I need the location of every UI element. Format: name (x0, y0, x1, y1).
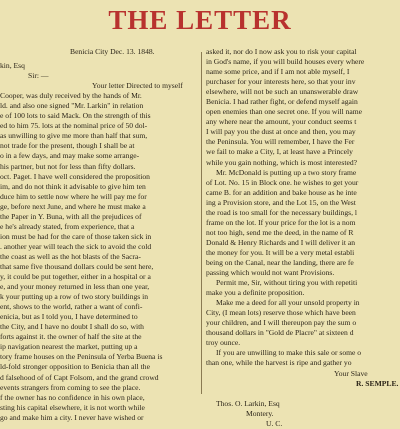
column-divider (201, 52, 202, 394)
left-column-line: k your putting up a row of two story buildings in (0, 292, 149, 302)
left-column-line: ion must be had for the care of those taken sick in (0, 231, 152, 241)
right-column-line: asked it, nor do I now ask you to risk your capital (206, 47, 357, 56)
right-column-line: the money for you. It will be a very metal establi (206, 247, 355, 257)
left-column-line: the Paper in Y. Buna, with all the prejudices of (0, 211, 142, 221)
left-column-line: ld. and also one signed "Mr. Larkin" in relation (0, 101, 144, 111)
right-column-line: Thos. O. Larkin, Esq (216, 398, 280, 408)
right-column-line: frame on the lot. If your price for the lot is a nom (206, 217, 356, 227)
left-column-line: his partner, but not for less than fifty dollars. (0, 161, 136, 171)
right-column-line: Montery. (246, 408, 274, 418)
right-column-line: purchaser for your interests here, so that your inv (206, 77, 356, 87)
left-column-line: e he's already stated, from experience, that a (0, 221, 135, 231)
left-column-line: go and make him a city. I never have wished or (0, 412, 144, 422)
left-column-line: not trade for the present, though I shall be at (0, 141, 135, 151)
right-column-line: than one, while the harvest is ripe and gather yo (206, 358, 352, 368)
right-column-line: Permit me, Sir, without tiring you with repetiti (216, 278, 358, 288)
right-column-line: City, (I mean lots) reserve those which have been (206, 308, 356, 318)
left-column-line: the City, and I have no doubt I shall do so, with (0, 322, 144, 332)
right-column-line: while you gain nothing, which is most interested? (206, 157, 358, 167)
right-column-line: any where near the amount, your conduct seems t (206, 117, 357, 127)
left-column-line: ed to him 75. lots at the nominal price of 50 dol- (0, 121, 148, 131)
left-column-line: oct. Paget. I have well considered the proposition (0, 171, 150, 181)
left-column-line: f the owner has no confidence in his own place, (0, 392, 145, 402)
left-column-line: im, and do not think it advisable to give him ten (0, 181, 146, 191)
left-column-line: ip navigation nearest the market, putting up a (0, 342, 138, 352)
right-column-line: troy ounce. (206, 338, 241, 348)
right-column-line: ing a Provision store, and the Lot 15, on the West (206, 197, 356, 207)
left-column-line: kin, Esq (0, 61, 25, 71)
left-column-line: enicia, but as I told you, I have determined to (0, 312, 138, 322)
letter-column-left (0, 47, 196, 423)
right-column-line: the Peninsula. You will remember, I have the Fer (206, 137, 355, 147)
right-column-line: your children, and I will thereupon pay the sum o (206, 318, 357, 328)
right-column-line: we fail to make a City, I, at least have a Princely (206, 147, 353, 157)
right-column-line: thousand dollars in "Gold de Placre" at sixteen d (206, 328, 354, 338)
left-column-line: that same five thousand dollars could be sent here, (0, 261, 154, 271)
right-column-line: U. C. (266, 418, 283, 428)
right-column-line: Benicia. I had rather fight, or defend myself again (206, 97, 358, 107)
right-column-line: the road is too small for the necessary buildings, l (206, 207, 357, 217)
left-column-line: the coast as well as the hot blasts of the Sacra- (0, 251, 141, 261)
left-column-line: . another year will teach the sick to avoid the cold (0, 241, 152, 251)
left-column-line: as unwilling to give me more than half that sum, (0, 131, 148, 141)
right-column-line: passing which would not want Provisions. (206, 268, 335, 278)
right-column-line: make you a definite proposition. (206, 288, 305, 298)
letter-column-right (206, 47, 400, 429)
left-column-line: Cooper, was duly received by the hands of Mr. (0, 91, 142, 101)
left-column-line: d falsehood of of Capt Folsom, and the grand crowd (0, 372, 159, 382)
left-column-line: Benicia City Dec. 13. 1848. (70, 47, 155, 56)
left-column-line: ent, shows to the world, rather a want of confi- (0, 302, 143, 312)
left-column-line: ld-fold stronger opposition to Benicia than all the (0, 362, 150, 372)
left-column-line: forts against it. the owner of half the site at the (0, 332, 142, 342)
left-column-line: ge, before next June, and where he must make a (0, 201, 146, 211)
left-column-line: events strangers from coming to see the place. (0, 382, 141, 392)
line-gap (206, 389, 400, 399)
left-column-line: Your letter Directed to myself (92, 81, 183, 91)
page-title: THE LETTER (108, 5, 292, 35)
right-column-line: Your Slave (334, 368, 368, 378)
right-column-line: not too high, send me the deed, in the name of R (206, 227, 354, 237)
right-column-line: If you are unwilling to make this sale or some o (216, 348, 362, 358)
right-column-line: came B. for an addition and bake house as he inte (206, 187, 357, 197)
right-column-line: being on the Canal, near the landing, there are fe (206, 257, 354, 267)
left-column-line: e of 100 lots to said Mack. On the strength of this (0, 111, 151, 121)
right-column-line: Donald & Henry Richards and I will deliver it an (206, 237, 356, 247)
left-column-line: tory frame houses on the Peninsula of Yerba Buena is (0, 352, 163, 362)
right-column-line: in God's name, if you will build houses every where (206, 57, 365, 67)
right-column-line: R. SEMPLE. (356, 378, 399, 388)
left-column-line: e, and your money returned in less than one year, (0, 282, 150, 292)
right-column-line: I will pay you the dust at once and then, you may (206, 127, 356, 137)
right-column-line: Make me a deed for all your unsold property in (216, 298, 360, 308)
left-column-line: Sir: — (28, 71, 49, 81)
left-column-line: y, it could be put together, either in a hospital or a (0, 272, 151, 282)
right-column-line: elsewhere, will not be such an unanswerable draw (206, 87, 359, 97)
right-column-line: of Lot. No. 15 in Block one. he wishes to get your (206, 177, 359, 187)
right-column-line: name some price, and if I am not able myself, I (206, 67, 350, 77)
left-column-line: sting his capital elsewhere, it is not worth while (0, 402, 145, 412)
left-column-line: o in a few days, and may make some arrange- (0, 151, 140, 161)
right-column-line: Mr. McDonald is putting up a two story frame (216, 167, 357, 177)
left-column-line: duce him to settle now where he will pay me for (0, 191, 147, 201)
right-column-line: open enemies than one secret one. If you will name (206, 107, 363, 117)
